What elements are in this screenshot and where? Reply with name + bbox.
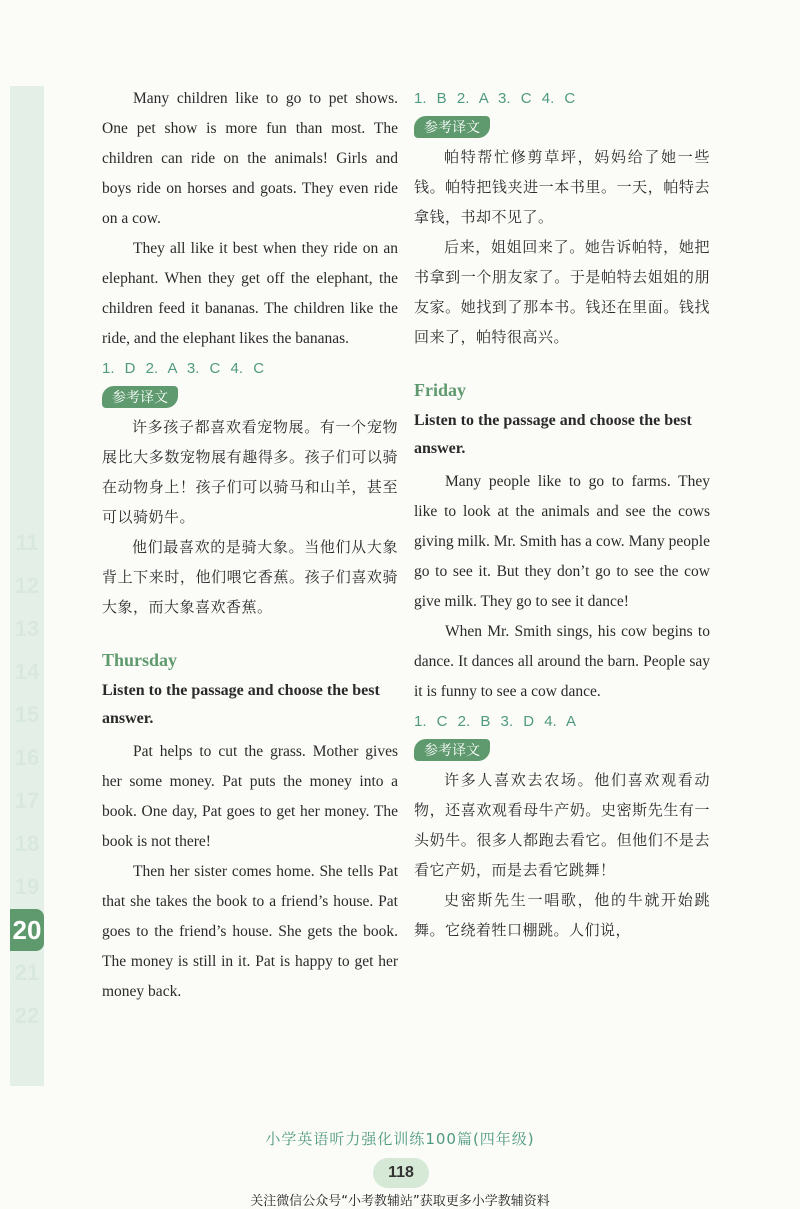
page-number: 118 (373, 1158, 429, 1188)
side-tab-15: 15 (14, 702, 40, 727)
answer-key: 1. C 2. B 3. D 4. A (414, 713, 577, 730)
side-tab-14: 14 (14, 659, 40, 684)
answer-key: 1. D 2. A 3. C 4. C (102, 360, 265, 377)
instruction-text: Listen to the passage and choose the best answer. (102, 682, 380, 727)
passage-paragraph: When Mr. Smith sings, his cow begins to dance. It dances all around the barn. People say it is funny to see a cow dance. (414, 623, 710, 700)
side-tab-22: 22 (14, 1003, 40, 1028)
book-title: 小学英语听力强化训练100篇(四年级) (265, 1130, 535, 1148)
instruction-text: Listen to the passage and choose the best answer. (414, 412, 692, 457)
side-tab-11: 11 (15, 530, 39, 555)
translation-paragraph: 后来，姐姐回来了。她告诉帕特，她把书拿到一个朋友家了。于是帕特去姐姐的朋友家。她找到了那本书。钱还在里面。钱找回来了，帕特很高兴。 (414, 238, 710, 346)
translation-badge: 参考译文 (414, 739, 490, 761)
side-tab-21: 21 (14, 960, 40, 985)
side-tab-16: 16 (14, 745, 40, 770)
passage-paragraph: Many people like to go to farms. They like to look at the animals and see the cows giving milk. Mr. Smith has a cow. Many people go to see it. But they don’t go to see the cow give milk. They go to see it dance! (414, 473, 710, 610)
day-heading: Friday (414, 380, 466, 400)
passage-paragraph: Then her sister comes home. She tells Pat that she takes the book to a friend’s house. Pat goes to the friend’s house. She gets the book. The money is still in it. Pat is happy to get her money back. (102, 863, 398, 1000)
passage-paragraph: Many children like to go to pet shows. One pet show is more fun than most. The children can ride on the animals! Girls and boys ride on horses and goats. They even ride on a cow. (102, 90, 398, 227)
translation-paragraph: 史密斯先生一唱歌，他的牛就开始跳舞。它绕着牲口棚跳。人们说， (414, 891, 710, 939)
passage-paragraph: They all like it best when they ride on an elephant. When they get off the elephant, the children feed it bananas. The children like the ride, and the elephant likes the bananas. (102, 240, 398, 347)
translation-paragraph: 帕特帮忙修剪草坪，妈妈给了她一些钱。帕特把钱夹进一本书里。一天，帕特去拿钱，书却不见了。 (414, 148, 710, 226)
side-tab-20: 20 (10, 909, 44, 951)
translation-badge: 参考译文 (414, 116, 490, 138)
side-tab-17: 17 (14, 788, 40, 813)
answer-key: 1. B 2. A 3. C 4. C (414, 90, 576, 107)
translation-paragraph: 他们最喜欢的是骑大象。当他们从大象背上下来时，他们喂它香蕉。孩子们喜欢骑大象，而大象喜欢香蕉。 (102, 538, 398, 616)
side-tab-19: 19 (14, 874, 40, 899)
left-column (102, 84, 398, 1007)
footer-note: 关注微信公众号“小考教辅站”获取更多小学教辅资料 (250, 1194, 550, 1209)
translation-paragraph: 许多孩子都喜欢看宠物展。有一个宠物展比大多数宠物展有趣得多。孩子们可以骑在动物身上！孩子们可以骑马和山羊，甚至可以骑奶牛。 (102, 418, 398, 526)
side-tab-12: 12 (14, 573, 40, 598)
passage-paragraph: Pat helps to cut the grass. Mother gives her some money. Pat puts the money into a book. One day, Pat goes to get her money. The book is not there! (102, 743, 398, 850)
side-tab-13: 13 (14, 616, 40, 641)
day-heading: Thursday (102, 650, 178, 670)
side-tab-18: 18 (14, 831, 40, 856)
right-column (414, 84, 710, 945)
translation-paragraph: 许多人喜欢去农场。他们喜欢观看动物，还喜欢观看母牛产奶。史密斯先生有一头奶牛。很多人都跑去看它。但他们不是去看它产奶，而是去看它跳舞！ (414, 771, 710, 879)
translation-badge: 参考译文 (102, 386, 178, 408)
